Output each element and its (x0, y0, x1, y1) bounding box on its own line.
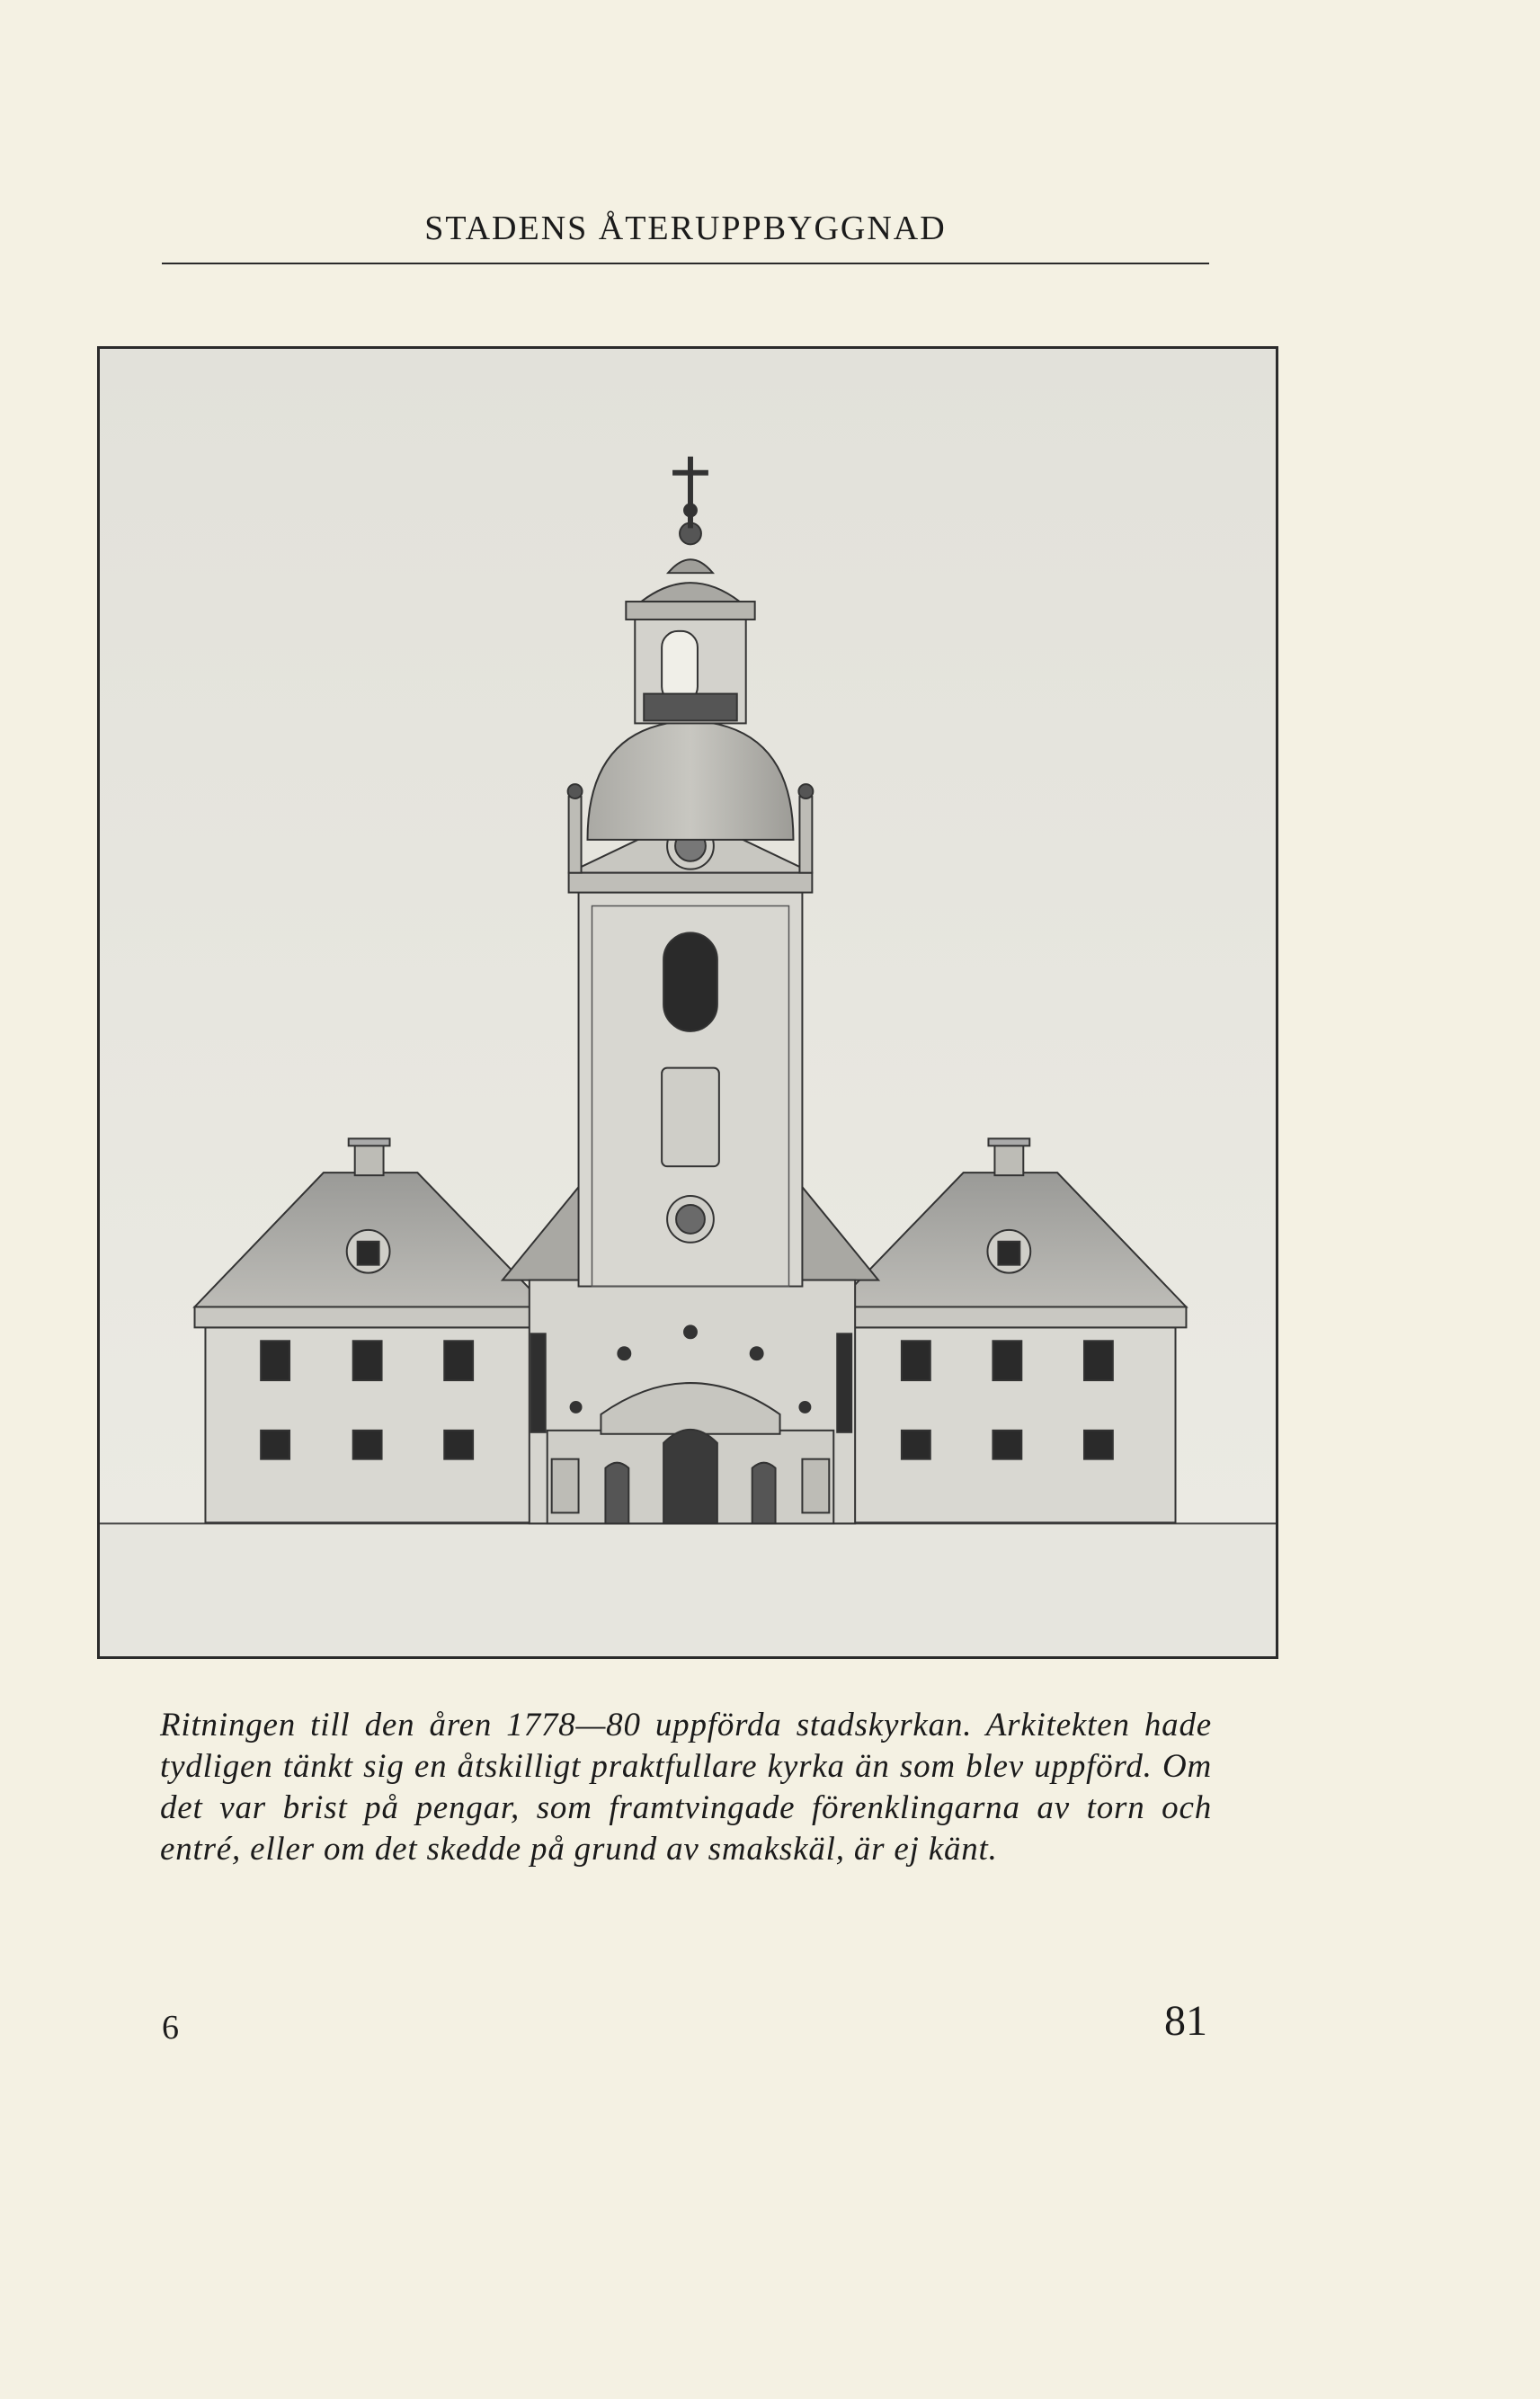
page-number: 81 (1164, 1997, 1207, 2045)
header-rule (162, 263, 1209, 264)
church-illustration (97, 346, 1278, 1659)
signature-mark: 6 (162, 2009, 179, 2047)
figure-caption: Ritningen till den åren 1778—80 uppförda stadskyrkan. Arkitekten hade tydligen tänkt sig en åtskilligt praktfullare kyrka än som blev uppförd. Om det var brist på pengar, som framtvingade förenklingarna av torn och entré, eller om det skedde på grund av smakskäl, är ej känt. (160, 1707, 1212, 1868)
church-drawing (100, 349, 1276, 1656)
running-head: STADENS ÅTERUPPBYGGNAD (424, 210, 947, 247)
